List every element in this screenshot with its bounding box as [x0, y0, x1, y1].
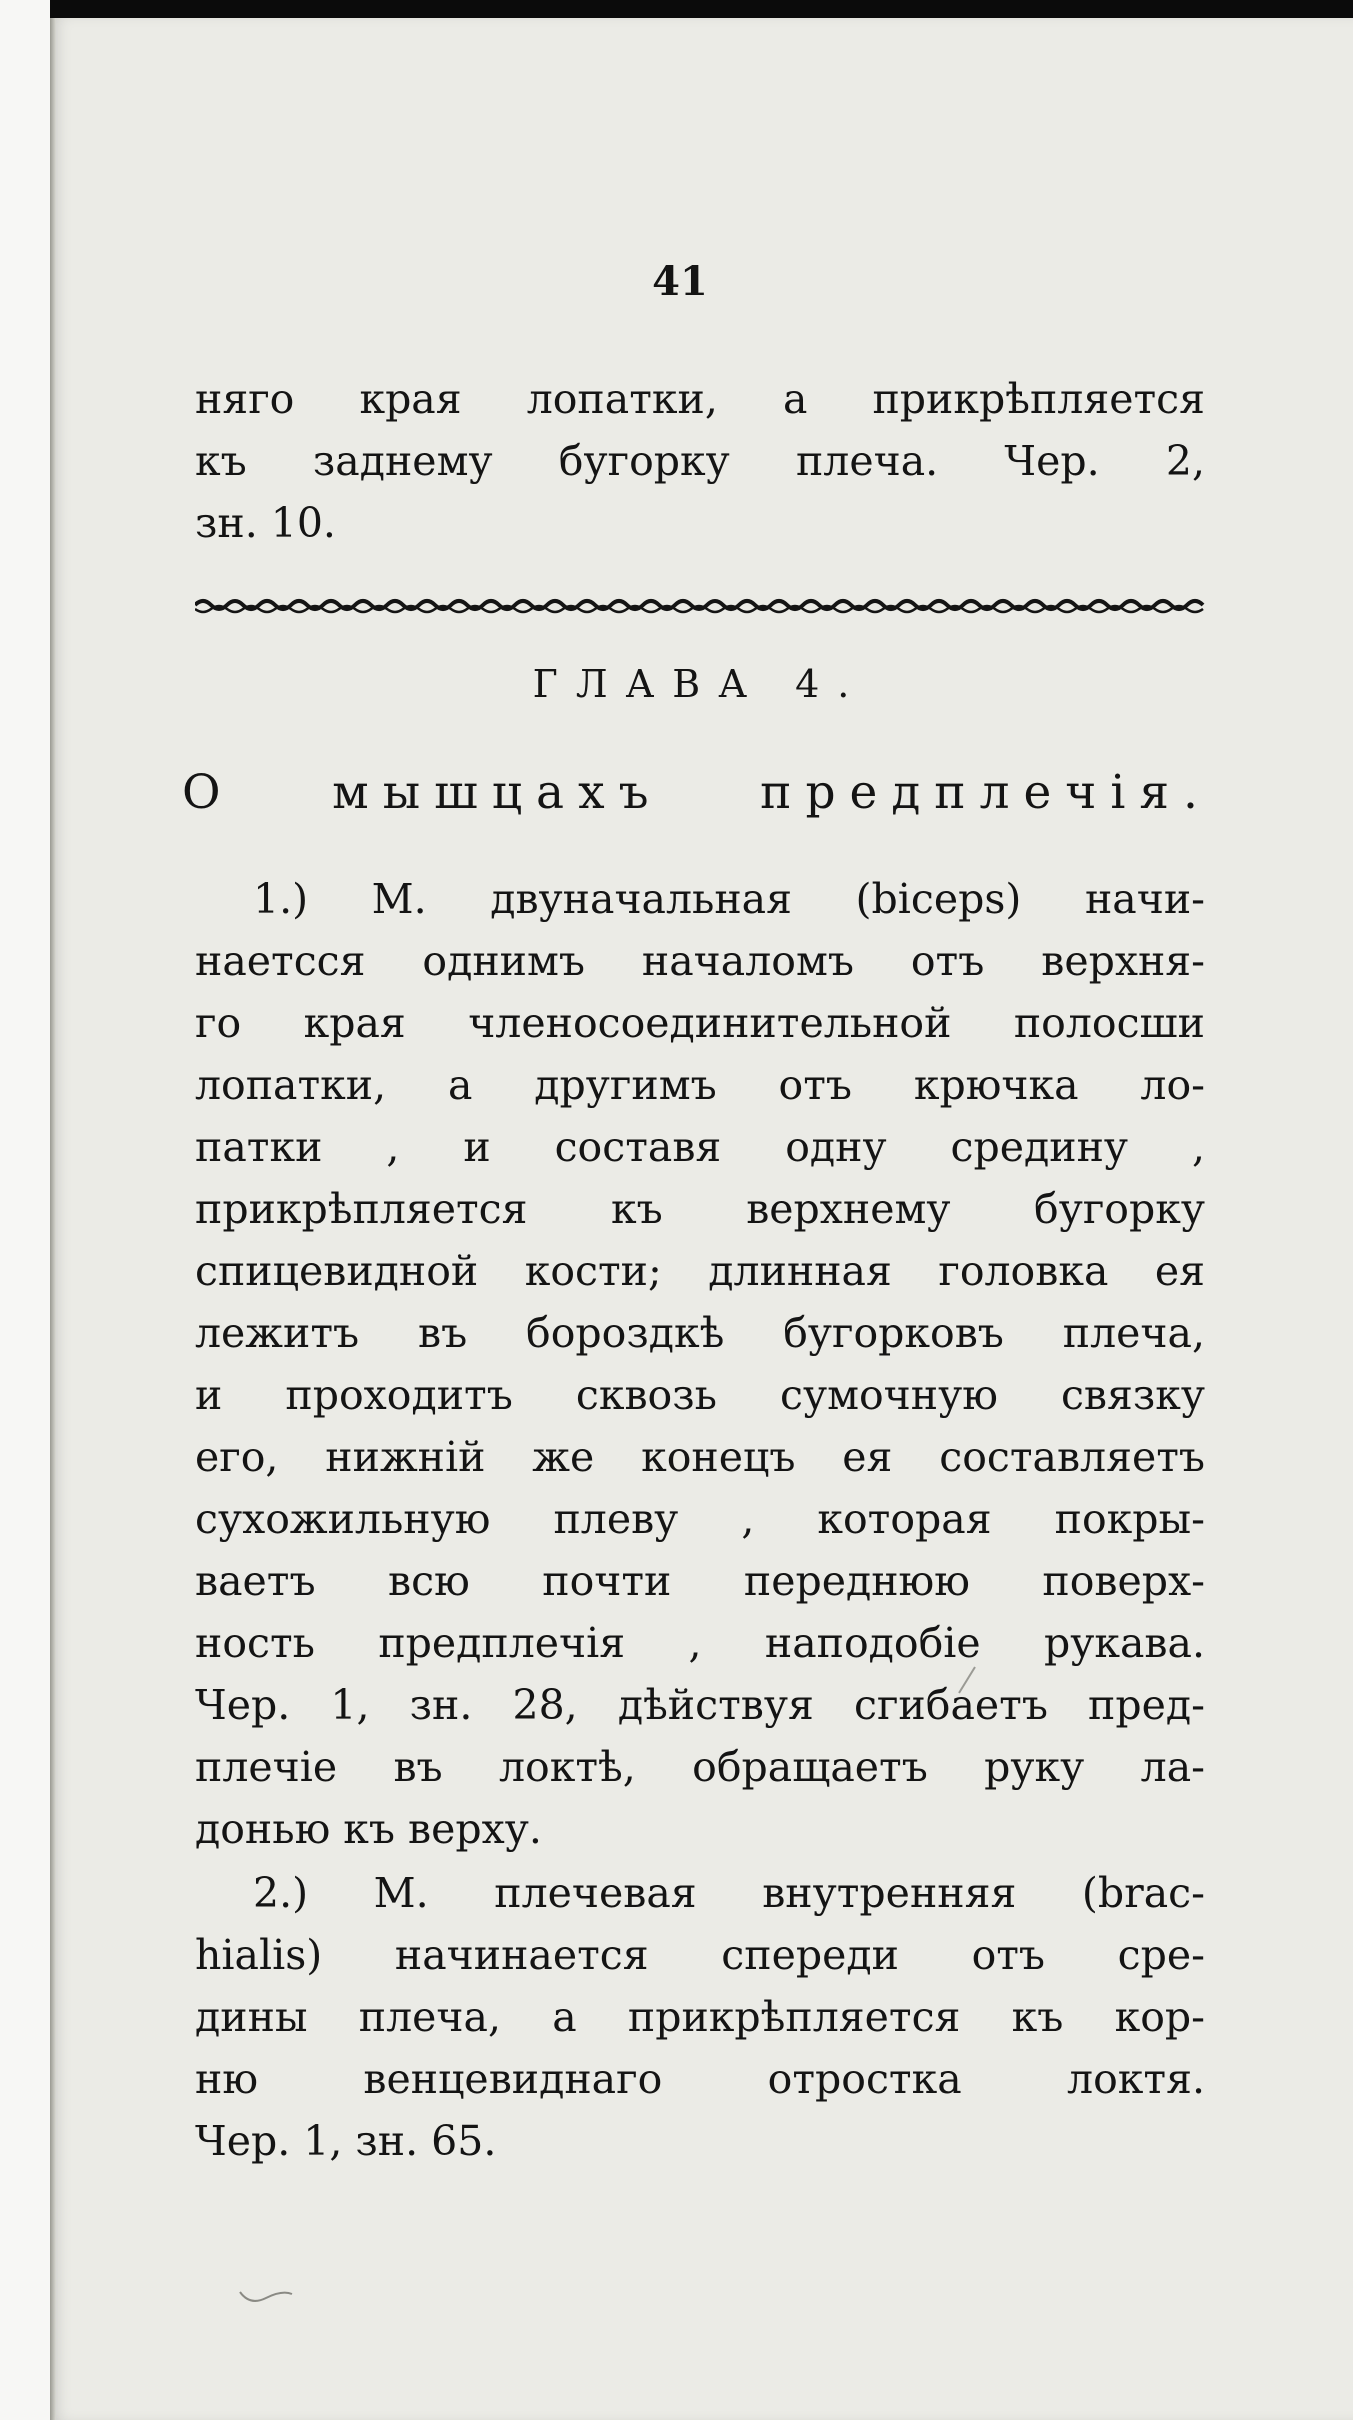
text-line: его, нижній же конецъ ея составляетъ	[195, 1433, 1205, 1481]
text-line: Чер. 1, зн. 65.	[195, 2117, 497, 2165]
text-line: и проходитъ сквозь сумочную связку	[195, 1371, 1205, 1419]
text-line: патки , и составя одну средину ,	[195, 1123, 1205, 1171]
continuation-text	[195, 368, 1205, 554]
text-line: зн. 10.	[195, 499, 336, 547]
chapter-title: ГЛАВА 4.	[532, 662, 868, 706]
text-line: ваетъ всю почти переднюю поверх-	[195, 1557, 1205, 1605]
paragraph-1	[195, 868, 1205, 1860]
text-line: прикрѣпляется къ верхнему бугорку	[195, 1185, 1205, 1233]
text-line: го края членосоединительной полосши	[195, 999, 1205, 1047]
text-line: лопатки, а другимъ отъ крючка ло-	[195, 1061, 1205, 1109]
text-line: донью къ верху.	[195, 1805, 542, 1853]
text-line: Чер. 1, зн. 28, дѣйствуя сгибаетъ пред-	[195, 1681, 1205, 1729]
section-heading: О мышцахъ предплечія.	[182, 765, 1212, 820]
text-line: 2.) М. плечевая внутренняя (brac-	[253, 1869, 1205, 1917]
page-number: 41	[652, 258, 708, 305]
text-line: няго края лопатки, а прикрѣпляется	[195, 375, 1205, 423]
ink-mark	[236, 2286, 296, 2310]
scan-left-margin	[0, 0, 50, 2420]
pencil-mark	[955, 1665, 979, 1695]
text-line: къ заднему бугорку плеча. Чер. 2,	[195, 437, 1205, 485]
text-line: лежитъ въ бороздкѣ бугорковъ плеча,	[195, 1309, 1205, 1357]
page-gutter-shadow	[50, 18, 56, 2420]
text-line: hialis) начинается спереди отъ сре-	[195, 1931, 1205, 1979]
text-line: сухожильную плеву , которая покры-	[195, 1495, 1205, 1543]
text-line: плечіе въ локтѣ, обращаетъ руку ла-	[195, 1743, 1205, 1791]
text-line: ню венцевиднаго отростка локтя.	[195, 2055, 1205, 2103]
text-line: спицевидной кости; длинная головка ея	[195, 1247, 1205, 1295]
text-line: наетсся однимъ началомъ отъ верхня-	[195, 937, 1205, 985]
paragraph-2	[195, 1862, 1205, 2172]
text-line: 1.) М. двуначальная (biceps) начи-	[253, 875, 1205, 923]
ornamental-divider	[195, 593, 1205, 619]
text-line: ность предплечія , наподобіе рукава.	[195, 1619, 1205, 1667]
text-line: дины плеча, а прикрѣпляется къ кор-	[195, 1993, 1205, 2041]
